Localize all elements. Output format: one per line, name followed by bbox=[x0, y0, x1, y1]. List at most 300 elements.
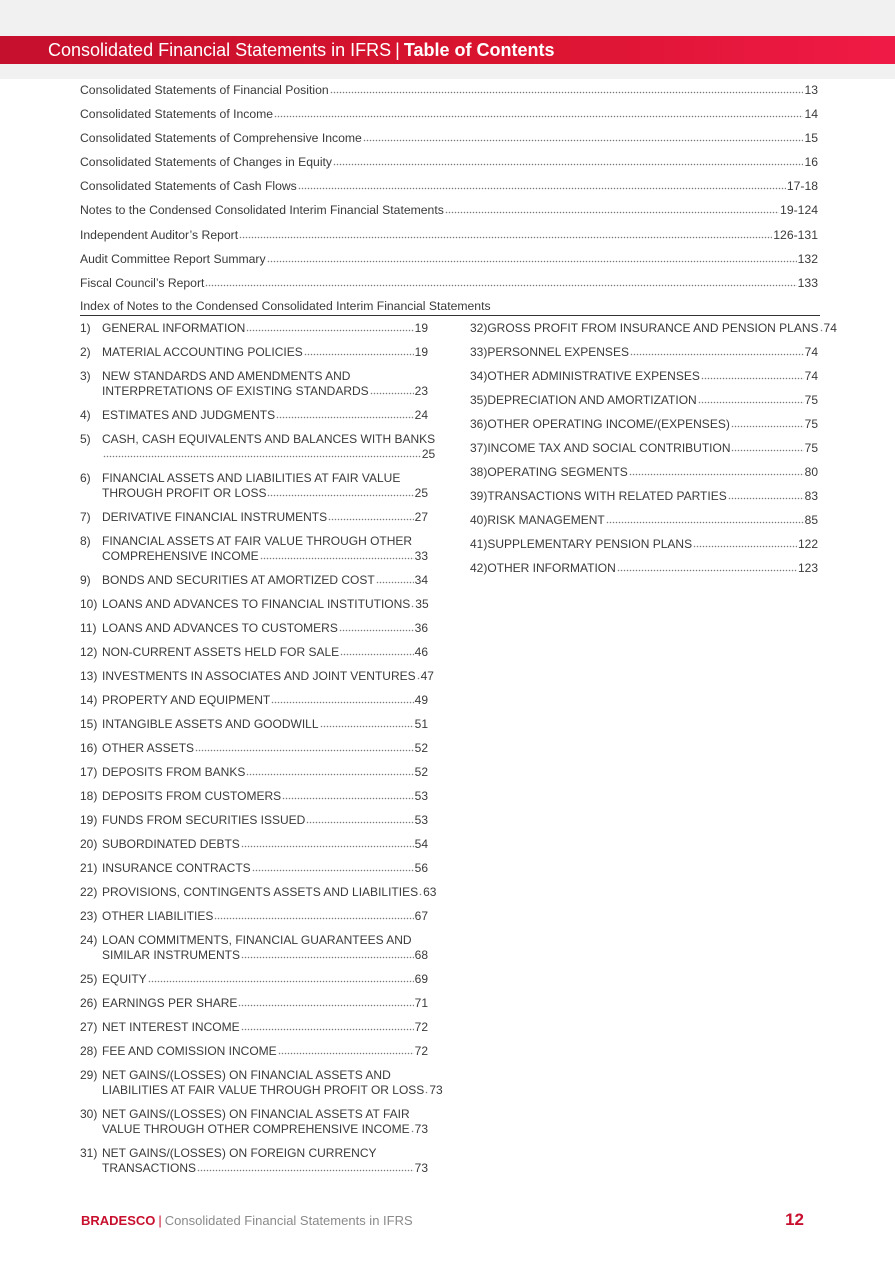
note-page: 24 bbox=[414, 408, 428, 422]
note-entry[interactable] bbox=[80, 789, 428, 804]
dot-leader bbox=[238, 999, 413, 1007]
note-title-text: INSURANCE CONTRACTS bbox=[102, 861, 251, 875]
note-entry[interactable] bbox=[80, 933, 428, 963]
note-title-line bbox=[102, 933, 428, 948]
note-number: 14) bbox=[80, 693, 98, 707]
note-entry[interactable] bbox=[80, 432, 436, 462]
note-title-line bbox=[102, 909, 428, 924]
note-title bbox=[102, 885, 436, 900]
note-entry[interactable] bbox=[80, 717, 428, 732]
note-entry[interactable] bbox=[80, 861, 428, 876]
note-page: 63 bbox=[423, 885, 437, 899]
dot-leader bbox=[148, 975, 414, 983]
note-entry[interactable] bbox=[470, 489, 818, 504]
note-page: 49 bbox=[414, 693, 428, 707]
note-title bbox=[102, 432, 435, 462]
note-title-text: FEE AND COMISSION INCOME bbox=[102, 1044, 277, 1058]
note-title bbox=[487, 369, 818, 384]
note-title-text: FINANCIAL ASSETS AND LIABILITIES AT FAIR VALUE bbox=[102, 471, 401, 485]
note-entry[interactable] bbox=[80, 534, 428, 564]
note-entry[interactable] bbox=[80, 573, 428, 588]
note-entry[interactable] bbox=[80, 669, 434, 684]
note-title-line bbox=[102, 471, 428, 486]
note-title-line bbox=[102, 369, 428, 384]
toc-entry[interactable] bbox=[80, 225, 818, 249]
note-number: 10) bbox=[80, 597, 98, 611]
note-title bbox=[487, 441, 818, 456]
note-title-line bbox=[102, 972, 428, 987]
note-title-line bbox=[487, 417, 818, 432]
note-title bbox=[487, 561, 818, 576]
dot-leader bbox=[606, 516, 804, 524]
note-entry[interactable] bbox=[80, 321, 428, 336]
dot-leader bbox=[419, 888, 422, 896]
note-title bbox=[487, 417, 818, 432]
dot-leader bbox=[239, 230, 772, 239]
note-title bbox=[102, 933, 428, 963]
note-title-text: NET INTEREST INCOME bbox=[102, 1020, 240, 1034]
page-number: 12 bbox=[785, 1210, 804, 1229]
note-entry[interactable] bbox=[80, 1068, 443, 1098]
note-page: 75 bbox=[804, 417, 818, 431]
note-entry[interactable] bbox=[470, 417, 818, 432]
note-page: 53 bbox=[414, 813, 428, 827]
note-title-line bbox=[102, 861, 428, 876]
note-entry[interactable] bbox=[80, 471, 428, 501]
note-title bbox=[102, 813, 428, 828]
note-entry[interactable] bbox=[470, 393, 818, 408]
note-title bbox=[487, 465, 818, 480]
toc-entry-page: 15 bbox=[804, 131, 818, 146]
note-title-text: NET GAINS/(LOSSES) ON FINANCIAL ASSETS AT FAIR bbox=[102, 1107, 410, 1121]
dot-leader bbox=[330, 85, 804, 94]
note-title-line bbox=[487, 321, 837, 336]
note-entry[interactable] bbox=[80, 597, 428, 612]
note-title-text: LOANS AND ADVANCES TO CUSTOMERS bbox=[102, 621, 338, 635]
note-entry[interactable] bbox=[80, 621, 428, 636]
dot-leader bbox=[195, 744, 414, 752]
toc-entry[interactable] bbox=[80, 273, 818, 297]
toc-entry-label: Consolidated Statements of Cash Flows bbox=[80, 179, 297, 194]
toc-entry-label: Consolidated Statements of Changes in Equity bbox=[80, 155, 333, 170]
note-title-text: GENERAL INFORMATION bbox=[102, 321, 246, 335]
note-title-line bbox=[487, 393, 818, 408]
note-title bbox=[102, 996, 428, 1011]
note-title-line bbox=[102, 321, 428, 336]
note-number: 29) bbox=[80, 1068, 98, 1082]
note-title-line bbox=[102, 432, 435, 447]
dot-leader bbox=[376, 576, 414, 584]
note-title bbox=[102, 573, 428, 588]
note-number: 27) bbox=[80, 1020, 98, 1034]
note-title bbox=[102, 471, 428, 501]
toc-entry-page: 133 bbox=[797, 275, 818, 290]
note-page: 74 bbox=[804, 369, 818, 383]
note-entry[interactable] bbox=[80, 408, 428, 423]
note-title bbox=[102, 369, 428, 399]
note-number: 28) bbox=[80, 1044, 98, 1058]
note-title-line bbox=[102, 948, 428, 963]
note-entry[interactable] bbox=[80, 972, 428, 987]
toc-entry-page: 126-131 bbox=[773, 227, 818, 242]
dot-leader bbox=[306, 816, 413, 824]
note-title bbox=[102, 693, 428, 708]
dot-leader bbox=[246, 768, 413, 776]
note-title-text: PROPERTY AND EQUIPMENT bbox=[102, 693, 271, 707]
toc-entry-page: 17-18 bbox=[786, 179, 818, 194]
note-page: 52 bbox=[414, 765, 428, 779]
header-separator: | bbox=[395, 40, 400, 60]
note-number: 23) bbox=[80, 909, 98, 923]
note-title bbox=[102, 321, 428, 336]
note-page: 74 bbox=[823, 321, 837, 335]
dot-leader bbox=[260, 552, 414, 560]
note-title bbox=[102, 345, 428, 360]
note-title bbox=[102, 510, 428, 525]
note-title bbox=[102, 1020, 428, 1035]
note-title-line bbox=[102, 1020, 428, 1035]
note-entry[interactable] bbox=[80, 813, 428, 828]
note-number: 34) bbox=[470, 369, 488, 383]
note-title-line bbox=[102, 645, 428, 660]
note-title-text: TRANSACTIONS WITH RELATED PARTIES bbox=[487, 489, 727, 503]
note-number: 20) bbox=[80, 837, 98, 851]
note-title bbox=[102, 1107, 428, 1137]
note-title bbox=[102, 597, 429, 612]
page-header bbox=[0, 36, 895, 64]
note-title-text: OTHER ADMINISTRATIVE EXPENSES bbox=[487, 369, 700, 383]
note-entry[interactable] bbox=[80, 369, 428, 399]
note-entry[interactable] bbox=[470, 465, 818, 480]
note-page: 56 bbox=[414, 861, 428, 875]
index-of-notes-title: Index of Notes to the Condensed Consolidated Interim Financial Statements bbox=[80, 298, 820, 316]
note-title-line bbox=[102, 510, 428, 525]
note-page: 123 bbox=[797, 561, 818, 575]
dot-leader bbox=[246, 324, 413, 332]
top-band bbox=[0, 0, 895, 36]
note-entry[interactable] bbox=[80, 741, 428, 756]
toc-entry[interactable] bbox=[80, 104, 818, 128]
note-title-line bbox=[102, 741, 428, 756]
note-entry[interactable] bbox=[80, 885, 437, 900]
note-title bbox=[487, 393, 818, 408]
note-page: 83 bbox=[804, 489, 818, 503]
dot-leader bbox=[701, 372, 804, 380]
note-title-line bbox=[102, 408, 428, 423]
note-page: 25 bbox=[421, 447, 436, 461]
note-title-line bbox=[102, 765, 428, 780]
footer-subtitle: Consolidated Financial Statements in IFRS bbox=[164, 1213, 413, 1228]
note-number: 3) bbox=[80, 369, 91, 383]
dot-leader bbox=[728, 492, 804, 500]
dot-leader bbox=[304, 348, 414, 356]
note-number: 21) bbox=[80, 861, 98, 875]
dot-leader bbox=[252, 864, 414, 872]
note-title-text: LIABILITIES AT FAIR VALUE THROUGH PROFIT OR LOSS bbox=[102, 1083, 425, 1097]
note-page: 25 bbox=[414, 486, 428, 500]
dot-leader bbox=[214, 912, 413, 920]
note-page: 72 bbox=[414, 1020, 428, 1034]
dot-leader bbox=[820, 324, 823, 332]
note-title bbox=[102, 534, 428, 564]
dot-leader bbox=[425, 1086, 428, 1094]
note-entry[interactable] bbox=[80, 1146, 428, 1176]
note-title bbox=[102, 741, 428, 756]
note-title-text: INTERPRETATIONS OF EXISTING STANDARDS bbox=[102, 384, 369, 398]
note-title-line bbox=[102, 789, 428, 804]
note-title-text: OTHER ASSETS bbox=[102, 741, 195, 755]
note-number: 22) bbox=[80, 885, 98, 899]
dot-leader bbox=[731, 444, 803, 452]
dot-leader bbox=[276, 411, 414, 419]
note-page: 27 bbox=[414, 510, 428, 524]
dot-leader bbox=[698, 396, 804, 404]
dot-leader bbox=[370, 387, 414, 395]
note-page: 53 bbox=[414, 789, 428, 803]
toc-entry-label: Consolidated Statements of Financial Position bbox=[80, 83, 329, 97]
note-page: 47 bbox=[420, 669, 434, 683]
note-page: 73 bbox=[414, 1161, 428, 1175]
note-number: 33) bbox=[470, 345, 488, 359]
note-title-line bbox=[102, 1122, 428, 1137]
toc-entry-page: 13 bbox=[804, 83, 818, 97]
toc-entry-label: Consolidated Statements of Income bbox=[80, 107, 274, 122]
note-title-text: EQUITY bbox=[102, 972, 147, 986]
note-number: 26) bbox=[80, 996, 98, 1010]
dot-leader bbox=[278, 1047, 414, 1055]
footer-separator: | bbox=[158, 1213, 162, 1228]
note-entry[interactable] bbox=[470, 369, 818, 384]
note-title-line bbox=[102, 1161, 428, 1176]
note-number: 13) bbox=[80, 669, 98, 683]
note-number: 2) bbox=[80, 345, 91, 359]
note-entry[interactable] bbox=[80, 345, 428, 360]
note-title-text: PROVISIONS, CONTINGENTS ASSETS AND LIABILITIES bbox=[102, 885, 419, 899]
note-number: 36) bbox=[470, 417, 488, 431]
note-number: 1) bbox=[80, 321, 91, 335]
note-title-line bbox=[102, 693, 428, 708]
note-number: 9) bbox=[80, 573, 91, 587]
note-title-text: FUNDS FROM SECURITIES ISSUED bbox=[102, 813, 306, 827]
note-number: 7) bbox=[80, 510, 91, 524]
note-title-text: THROUGH PROFIT OR LOSS bbox=[102, 486, 267, 500]
note-entry[interactable] bbox=[80, 1107, 428, 1137]
dot-leader bbox=[103, 450, 421, 458]
table-of-contents bbox=[80, 80, 818, 297]
note-title bbox=[102, 621, 428, 636]
note-entry[interactable] bbox=[80, 765, 428, 780]
dot-leader bbox=[693, 540, 797, 548]
note-number: 38) bbox=[470, 465, 488, 479]
note-title-line bbox=[102, 813, 428, 828]
note-number: 11) bbox=[80, 621, 97, 635]
dot-leader bbox=[417, 672, 420, 680]
note-number: 42) bbox=[470, 561, 488, 575]
note-page: 68 bbox=[414, 948, 428, 962]
note-title bbox=[487, 321, 837, 336]
note-title-line bbox=[102, 1083, 443, 1098]
toc-entry[interactable] bbox=[80, 152, 818, 176]
note-title-line bbox=[102, 447, 435, 462]
note-entry[interactable] bbox=[80, 510, 428, 525]
note-page: 54 bbox=[414, 837, 428, 851]
note-title bbox=[102, 645, 428, 660]
dot-leader bbox=[197, 1164, 414, 1172]
note-title-line bbox=[102, 717, 428, 732]
note-title-text: NON-CURRENT ASSETS HELD FOR SALE bbox=[102, 645, 340, 659]
note-number: 25) bbox=[80, 972, 98, 986]
note-title-line bbox=[487, 465, 818, 480]
note-title bbox=[102, 1068, 443, 1098]
page-footer bbox=[81, 1212, 413, 1230]
toc-entry[interactable] bbox=[80, 200, 818, 224]
note-number: 5) bbox=[80, 432, 91, 446]
notes-index-right-column bbox=[470, 321, 837, 585]
note-page: 73 bbox=[414, 1122, 428, 1136]
note-number: 16) bbox=[80, 741, 98, 755]
note-title-text: INCOME TAX AND SOCIAL CONTRIBUTION bbox=[487, 441, 731, 455]
note-title bbox=[102, 972, 428, 987]
note-title-line bbox=[102, 621, 428, 636]
dot-leader bbox=[339, 624, 414, 632]
note-title-line bbox=[102, 384, 428, 399]
toc-entry-label: Fiscal Council’s Report bbox=[80, 275, 205, 290]
note-title bbox=[102, 909, 428, 924]
note-entry[interactable] bbox=[80, 645, 428, 660]
note-entry[interactable] bbox=[470, 537, 818, 552]
note-title-line bbox=[102, 1068, 443, 1083]
note-page: 73 bbox=[429, 1083, 443, 1097]
dot-leader bbox=[241, 951, 414, 959]
note-title-text: BONDS AND SECURITIES AT AMORTIZED COST bbox=[102, 573, 375, 587]
toc-entry-label: Audit Committee Report Summary bbox=[80, 251, 266, 266]
note-entry[interactable] bbox=[80, 909, 428, 924]
note-entry[interactable] bbox=[470, 441, 818, 456]
note-page: 52 bbox=[414, 741, 428, 755]
note-title-text: NEW STANDARDS AND AMENDMENTS AND bbox=[102, 369, 351, 383]
note-title-text: ESTIMATES AND JUDGMENTS bbox=[102, 408, 276, 422]
toc-entry[interactable] bbox=[80, 176, 818, 200]
dot-leader bbox=[271, 696, 413, 704]
dot-leader bbox=[328, 513, 414, 521]
note-page: 19 bbox=[414, 345, 428, 359]
note-title bbox=[102, 717, 428, 732]
toc-entry[interactable] bbox=[80, 249, 818, 273]
dot-leader bbox=[274, 109, 803, 118]
note-number: 30) bbox=[80, 1107, 98, 1121]
dot-leader bbox=[205, 278, 796, 287]
note-entry[interactable] bbox=[80, 1020, 428, 1035]
note-title-text: OTHER INFORMATION bbox=[487, 561, 616, 575]
note-title-text: EARNINGS PER SHARE bbox=[102, 996, 238, 1010]
note-title-line bbox=[102, 573, 428, 588]
note-title-line bbox=[487, 561, 818, 576]
note-page: 51 bbox=[414, 717, 428, 731]
dot-leader bbox=[298, 181, 786, 190]
note-title-text: INTANGIBLE ASSETS AND GOODWILL bbox=[102, 717, 319, 731]
note-title-text: VALUE THROUGH OTHER COMPREHENSIVE INCOME bbox=[102, 1122, 410, 1136]
note-number: 19) bbox=[80, 813, 98, 827]
dot-leader bbox=[333, 157, 803, 166]
note-entry[interactable] bbox=[80, 693, 428, 708]
note-title bbox=[487, 345, 818, 360]
note-entry[interactable] bbox=[470, 345, 818, 360]
note-title-line bbox=[102, 1146, 428, 1161]
note-entry[interactable] bbox=[80, 1044, 428, 1059]
note-page: 36 bbox=[414, 621, 428, 635]
note-title-text: NET GAINS/(LOSSES) ON FINANCIAL ASSETS AND bbox=[102, 1068, 391, 1082]
note-title-line bbox=[487, 513, 818, 528]
note-page: 34 bbox=[414, 573, 428, 587]
note-entry[interactable] bbox=[470, 513, 818, 528]
note-title-line bbox=[102, 837, 428, 852]
note-page: 19 bbox=[414, 321, 428, 335]
dot-leader bbox=[629, 468, 804, 476]
toc-entry-page: 16 bbox=[804, 155, 818, 170]
note-number: 17) bbox=[80, 765, 98, 779]
dot-leader bbox=[411, 1125, 414, 1133]
note-title-text: DEPRECIATION AND AMORTIZATION bbox=[487, 393, 697, 407]
note-page: 35 bbox=[415, 597, 429, 611]
note-number: 40) bbox=[470, 513, 488, 527]
note-page: 80 bbox=[804, 465, 818, 479]
note-number: 31) bbox=[80, 1146, 98, 1160]
header-title: Consolidated Financial Statements in IFRS bbox=[48, 40, 392, 60]
dot-leader bbox=[241, 1023, 414, 1031]
note-entry[interactable] bbox=[80, 837, 428, 852]
note-title-line bbox=[102, 345, 428, 360]
note-title-text: OTHER OPERATING INCOME/(EXPENSES) bbox=[487, 417, 730, 431]
note-title bbox=[102, 861, 428, 876]
note-title-line bbox=[102, 597, 429, 612]
note-page: 33 bbox=[414, 549, 428, 563]
note-title-text: TRANSACTIONS bbox=[102, 1161, 197, 1175]
note-title-line bbox=[102, 534, 428, 549]
note-title bbox=[102, 408, 428, 423]
note-title-text: OPERATING SEGMENTS bbox=[487, 465, 628, 479]
note-title-line bbox=[102, 996, 428, 1011]
dot-leader bbox=[241, 840, 414, 848]
note-title-line bbox=[102, 1044, 428, 1059]
note-title-line bbox=[487, 345, 818, 360]
note-number: 4) bbox=[80, 408, 91, 422]
note-number: 37) bbox=[470, 441, 488, 455]
dot-leader bbox=[267, 489, 413, 497]
toc-entry[interactable] bbox=[80, 80, 818, 104]
note-title bbox=[487, 537, 818, 552]
dot-leader bbox=[617, 564, 797, 572]
note-title-line bbox=[102, 549, 428, 564]
note-title-text: DEPOSITS FROM CUSTOMERS bbox=[102, 789, 282, 803]
note-entry[interactable] bbox=[470, 561, 818, 576]
note-page: 75 bbox=[804, 441, 818, 455]
toc-entry[interactable] bbox=[80, 128, 818, 152]
note-entry[interactable] bbox=[80, 996, 428, 1011]
note-page: 23 bbox=[414, 384, 428, 398]
toc-entry-page: 19-124 bbox=[780, 203, 818, 218]
note-title-text: INVESTMENTS IN ASSOCIATES AND JOINT VENTURES bbox=[102, 669, 416, 683]
dot-leader bbox=[445, 205, 779, 214]
note-title-text: GROSS PROFIT FROM INSURANCE AND PENSION PLANS bbox=[487, 321, 819, 335]
note-number: 15) bbox=[80, 717, 98, 731]
note-title-line bbox=[102, 486, 428, 501]
note-title bbox=[102, 765, 428, 780]
note-title bbox=[102, 1044, 428, 1059]
note-title bbox=[487, 513, 818, 528]
note-entry[interactable] bbox=[470, 321, 837, 336]
note-title-line bbox=[102, 669, 434, 684]
footer-brand: BRADESCO bbox=[81, 1213, 156, 1228]
